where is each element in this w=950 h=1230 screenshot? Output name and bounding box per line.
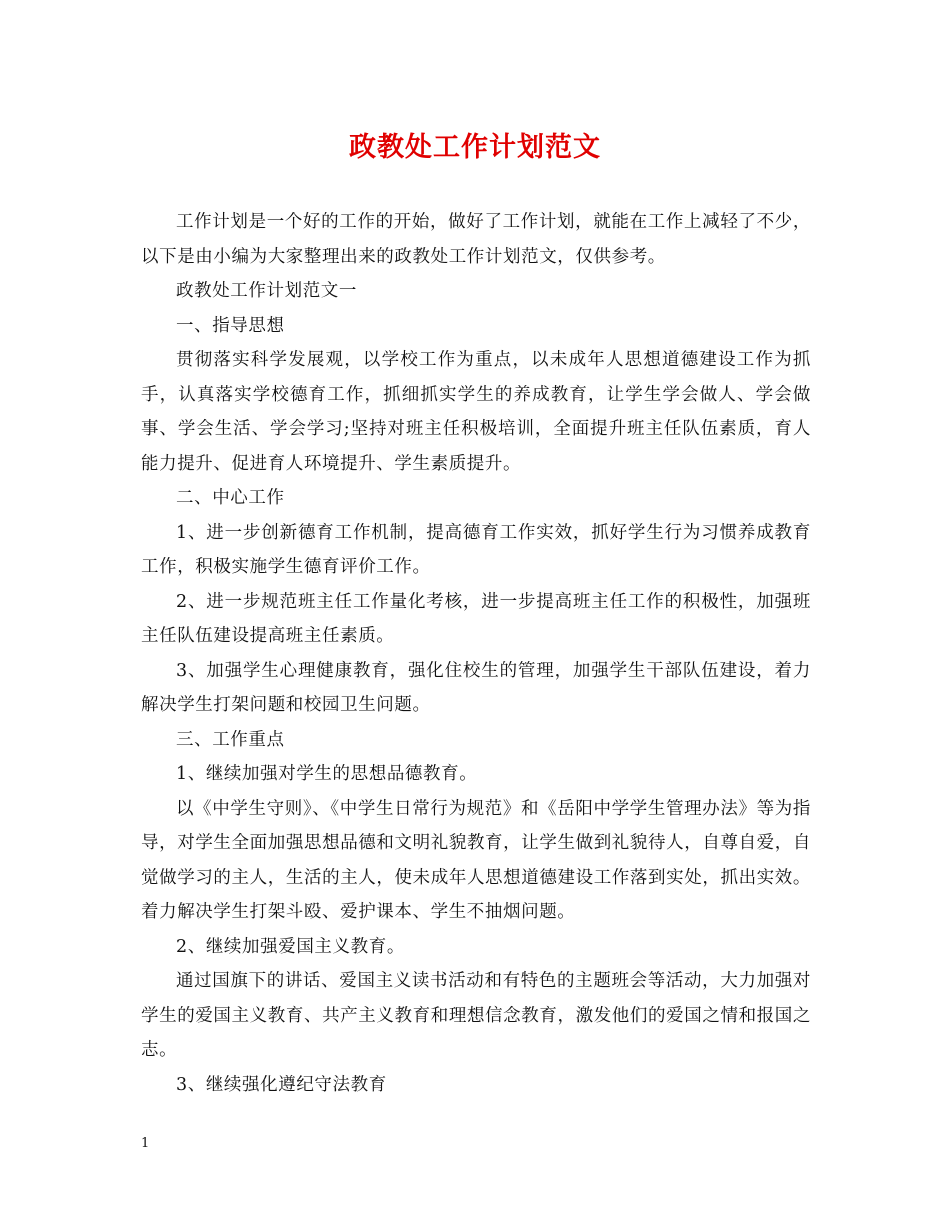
list-item-key-2: 2、继续加强爱国主义教育。 [176,936,405,957]
list-item-key-3: 3、继续强化遵纪守法教育 [176,1074,387,1095]
list-item-central-2: 2、进一步规范班主任工作量化考核，进一步提高班主任工作的积极性，加强班主任队伍建设提高班主任素质。 [141,591,811,646]
list-item-central-3: 3、加强学生心理健康教育，强化住校生的管理，加强学生干部队伍建设，着力解决学生打架问题和校园卫生问题。 [141,660,811,715]
section-heading-guiding-thought: 一、指导思想 [176,315,285,336]
document-title: 政教处工作计划范文 [349,132,601,163]
paragraph-intro: 工作计划是一个好的工作的开始，做好了工作计划，就能在工作上减轻了不少，以下是由小编为大家整理出来的政教处工作计划范文，仅供参考。 [141,212,811,267]
section-heading-central-work: 二、中心工作 [176,488,285,508]
section-heading-sample-one: 政教处工作计划范文一 [176,281,357,301]
section-heading-key-work: 三、工作重点 [176,729,285,750]
list-item-central-1: 1、进一步创新德育工作机制，提高德育工作实效，抓好学生行为习惯养成教育工作，积极实施学生德育评价工作。 [141,522,811,577]
paragraph-guiding-thought: 贯彻落实科学发展观，以学校工作为重点，以未成年人思想道德建设工作为抓手，认真落实学校德育工作，抓细抓实学生的养成教育，让学生学会做人、学会做事、学会生活、学会学习;坚持对班主任积极培训，全面提升班主任队伍素质，育人能力提升、促进育人环境提升、学生素质提升。 [141,350,811,474]
page-number: 1 [141,1136,150,1151]
document-body [141,205,811,1102]
paragraph-key-1-detail: 以《中学生守则》、《中学生日常行为规范》和《岳阳中学学生管理办法》等为指导，对学生全面加强思想品德和文明礼貌教育，让学生做到礼貌待人，自尊自爱，自觉做学习的主人，生活的主人，使未成年人思想道德建设工作落到实处，抓出实效。着力解决学生打架斗殴、爱护课本、学生不抽烟问题。 [141,798,811,922]
paragraph-key-2-detail: 通过国旗下的讲话、爱国主义读书活动和有特色的主题班会等活动，大力加强对学生的爱国主义教育、共产主义教育和理想信念教育，激发他们的爱国之情和报国之志。 [141,971,811,1060]
list-item-key-1: 1、继续加强对学生的思想品德教育。 [176,764,478,784]
